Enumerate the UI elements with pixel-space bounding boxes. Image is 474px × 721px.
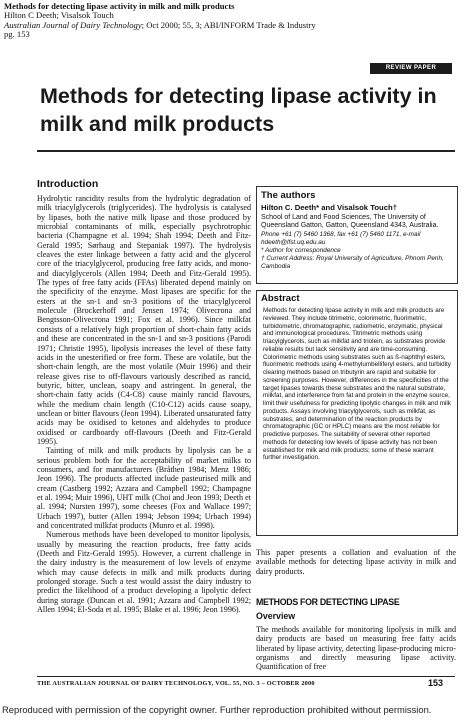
introduction-heading: Introduction (37, 178, 99, 190)
abstract-text (263, 307, 451, 462)
citation-source (4, 21, 470, 30)
title-divider (37, 150, 455, 152)
citation-title: Methods for detecting lipase activity in milk and milk products (4, 1, 235, 11)
citation-page: pg. 153 (4, 28, 30, 39)
right-column-text (256, 548, 456, 576)
overview-heading: Overview (256, 611, 296, 621)
author-affiliation: School of Land and Food Sciences, The University of Queensland Gatton, Gatton, Queensland 4343, Australia. (261, 214, 439, 230)
footer-journal: THE AUSTRALIAN JOURNAL OF DAIRY TECHNOLOGY, VOL. 55, NO. 3 – OCTOBER 2000 (37, 680, 315, 687)
citation-details: ; Oct 2000; 55, 3; ABI/INFORM Trade & Industry (141, 19, 316, 30)
page-number: 153 (428, 678, 444, 688)
collation-paragraph: This paper presents a collation and evaluation of the available methods for detecting lipase activity in milk and dairy products. (256, 548, 456, 576)
overview-section (256, 625, 456, 672)
citation-journal: Australian Journal of Dairy Technology (4, 19, 142, 30)
article-title: Methods for detecting lipase activity in milk and milk products (40, 84, 437, 136)
author-contact: Phone +61 (7) 5460 1368, fax +61 (7) 5460 1171, e-mail hdeeth@lfst.uq.edu.au (261, 231, 421, 246)
review-paper-badge: REVIEW PAPER (370, 63, 452, 74)
methods-heading: METHODS FOR DETECTING LIPASE (256, 597, 400, 607)
abstract-box (256, 290, 458, 536)
intro-paragraph: Tainting of milk and milk products by lipolysis can be a serious problem both for the acceptability of market milks to consumers, and for manufacturers (Bråthen 1984; Menz 1986; Jeon 1996). The products affected include pasteurised milk and cream (Castberg 1992; Azzara and Campbell 1992; Champagne et al. 1994; Muir 1996), UHT milk (Choi and Jeon 1993; Deeth et al. 1994; Nursten 1997), some cheeses (Fox and Wallace 1997; Urbach 1997), butter (Allen 1994; Jebson 1994; Urbach 1994) and concentrated milkfat products (Munro et al. 1998). (37, 446, 251, 531)
overview-paragraph: The methods available for monitoring lipolysis in milk and dairy products are based on measuring free fatty acids liberated by lipase activity, detecting lipase-producing micro-organisms and directly measuring lipase activity. Quantification of free (256, 625, 456, 672)
current-address-note: † Current Address: Royal University of Agriculture, Phnom Penh, Cambodia (261, 255, 444, 270)
footer-divider (37, 676, 455, 677)
reproduction-notice: Reproduced with permission of the copyright owner. Further reproduction prohibited without permission. (2, 704, 432, 715)
correspondence-note: * Author for correspondence (261, 247, 341, 254)
intro-paragraph: Hydrolytic rancidity results from the hydrolytic degradation of milk triacylglycerols (triglycerides). The hydrolysis is catalysed by lipases, both the native milk lipase and those produced by microbial contaminants of milk, especially psychrotrophic bacteria (Champagne et al. 1994; Shah 1994; Deeth and Fitz-Gerald 1995; Sørhaug and Stepaniak 1997). The hydrolysis cleaves the ester linkage between a fatty acid and the glycerol core of the triacylglycerol, producing free fatty acids, and mono- and diacylglycerols (Allen 1994; Deeth and Fitz-Gerald 1995). The types of free fatty acids (FFAs) liberated depend mainly on the specificity of the enzyme. Most lipases are specific for the esters at the sn-1 and sn-3 positions of the triacylglycerol molecule (Brockerhoff and Jensen 1974; Olivecrona and Bengtsson-Olivecrona 1991; Fox et al. 1996). Since milkfat consists of a relatively high proportion of short-chain fatty acids and these are concentrated in the sn-1 and sn-3 positions (Parodi 1971; Christie 1995), lipolysis increases the level of these fatty acids in the unesterified or free form. These are volatile, but the short-chain length, are the most volatile (Muir 1996) and their release gives rise to off-flavours variously described as rancid, butyric, bitter, unclean, soapy and astringent. In general, the short-chain fatty acids (C4-C8) cause mainly rancid flavours, while the medium chain length (C10-C12) acids cause soapy, unclean or bitter flavours (Jeon 1994). Liberated unsaturated fatty acids may be oxidised to ketones and aldehydes to produce oxidised or cardboardy off-flavours (Deeth and Fitz-Gerald 1995). (37, 194, 251, 446)
citation-authors: Hilton C Deeth; Visalsok Touch (4, 10, 114, 21)
authors-box (256, 186, 458, 284)
author-names: Hilton C. Deeth* and Visalsok Touch† (261, 203, 397, 212)
introduction-column (37, 178, 251, 614)
authors-heading: The authors (261, 190, 316, 201)
intro-paragraph: Numerous methods have been developed to monitor lipolysis, usually by measuring the reaction products, free fatty acids (Deeth and Fitz-Gerald 1995). However, a current challenge in the dairy industry is the measurement of low levels of enzyme which may cause defects in milk and milk products during prolonged storage. Such a test would assist the dairy industry to predict the likelihood of a product developing a lipolytic defect during storage (Duncan et al. 1991; Azzara and Campbell 1992; Allen 1994; El-Soda et al. 1995; Blake et al. 1996; Jeon 1996). (37, 530, 251, 615)
citation-header (4, 2, 470, 39)
abstract-paragraph: Methods for detecting lipase activity in milk and milk products are reviewed. They include titrimetric, colorimetric, fluorimetric, turbidometric, chromatographic, radiometric, enzymatic, physical and immunological procedures. Titrimetric methods using triacylglycerols, such as milkfat and triolein, as substrates provide reliable results but lack sensitivity and are time-consuming. Colorimetric methods using substrates such as ß-naphthyl esters, fluorimetric methods using 4-methylumbelliferyl esters, and turbidity clearing methods based on tributyrin are rapid and suitable for screening purposes. However, differences in the specificities of the target lipases towards these substrates and the natural substrate, milkfat, and interference from fat and protein in the enzyme source, limit their usefulness for predicting lipolytic changes in milk and milk products. Assays involving triacylglycerols, such as milkfat, as substrates, and determination of the reaction products by chromatographic (GC or HPLC) means are the most reliable for predictive purposes. The suitability of several other reported methods for detecting low levels of lipase activity has not been established for milk and milk products; some of these warrant further investigation. (263, 307, 451, 462)
abstract-heading: Abstract (261, 293, 300, 304)
